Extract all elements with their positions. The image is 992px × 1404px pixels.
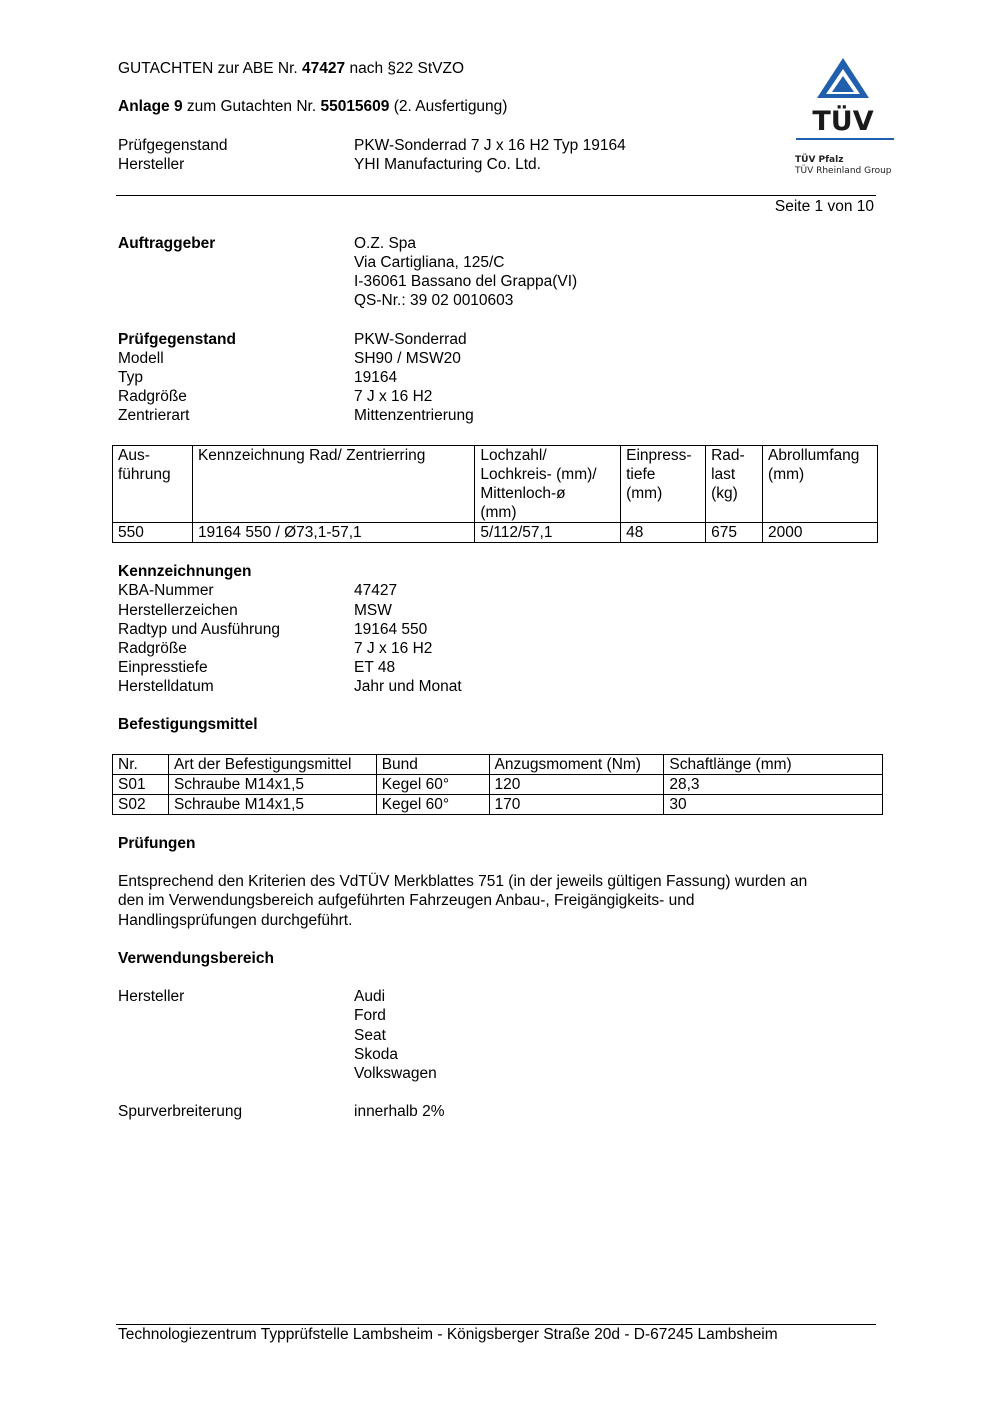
einpresstiefe-label: Einpresstiefe: [118, 659, 208, 676]
wheel-header-ausfuehrung: Aus- führung: [113, 446, 193, 523]
radtyp-label: Radtyp und Ausführung: [118, 621, 281, 638]
zentrierart-label: Zentrierart: [118, 407, 190, 424]
gutachten-number: 55015609: [320, 98, 390, 115]
befestigung-cell-art: Schraube M14x1,5: [168, 775, 376, 795]
wheel-cell-einpresstiefe: 48: [621, 523, 706, 543]
kba-nummer-value: 47427: [354, 582, 398, 599]
auftraggeber-label: Auftraggeber: [118, 235, 216, 252]
pruefungen-text-line-3: Handlingsprüfungen durchgeführt.: [118, 912, 353, 929]
radgroesse-value: 7 J x 16 H2: [354, 388, 433, 405]
auftraggeber-line-4: QS-Nr.: 39 02 0010603: [354, 292, 514, 309]
k-radgroesse-value: 7 J x 16 H2: [354, 640, 433, 657]
wheel-cell-radlast: 675: [706, 523, 763, 543]
befestigung-cell-schaftlaenge: 30: [664, 795, 883, 815]
header-divider: [116, 195, 876, 196]
befestigung-header-row: [113, 755, 883, 775]
table-row: [113, 775, 883, 795]
herstellerzeichen-value: MSW: [354, 602, 392, 619]
befestigung-cell-anzugsmoment: 170: [489, 795, 664, 815]
logo-sub-2: TÜV Rheinland Group: [795, 166, 892, 176]
radtyp-value: 19164 550: [354, 621, 428, 638]
vb-hersteller-skoda: Skoda: [354, 1046, 398, 1063]
table-row: [113, 795, 883, 815]
befestigung-cell-bund: Kegel 60°: [376, 795, 489, 815]
befestigung-header-nr: Nr.: [113, 755, 169, 775]
befestigung-header-schaftlaenge: Schaftlänge (mm): [664, 755, 883, 775]
herstellerzeichen-label: Herstellerzeichen: [118, 602, 238, 619]
befestigung-cell-art: Schraube M14x1,5: [168, 795, 376, 815]
wheel-cell-ausfuehrung: 550: [113, 523, 193, 543]
header-line-1-prefix: GUTACHTEN zur ABE Nr.: [118, 60, 303, 77]
wheel-cell-abrollumfang: 2000: [763, 523, 878, 543]
wheel-header-kennzeichnung: Kennzeichnung Rad/ Zentrierring: [192, 446, 474, 523]
header-line-2-mid: zum Gutachten Nr.: [182, 98, 321, 115]
zentrierart-value: Mittenzentrierung: [354, 407, 474, 424]
befestigung-table: [112, 754, 883, 815]
wheel-header-einpresstiefe: Einpress- tiefe (mm): [621, 446, 706, 523]
header-line-2: [118, 97, 507, 116]
wheel-header-lochzahl: Lochzahl/ Lochkreis- (mm)/ Mittenloch-ø (mm): [475, 446, 621, 523]
befestigung-cell-nr: S01: [113, 775, 169, 795]
spurverbreiterung-value: innerhalb 2%: [354, 1103, 445, 1120]
footer-text: Technologiezentrum Typprüfstelle Lambsheim - Königsberger Straße 20d - D-67245 Lambsheim: [118, 1326, 778, 1343]
anlage-number: Anlage 9: [118, 98, 183, 115]
vb-hersteller-volkswagen: Volkswagen: [354, 1065, 437, 1082]
logo-sub-1: TÜV Pfalz: [795, 155, 844, 165]
einpresstiefe-value: ET 48: [354, 659, 396, 676]
auftraggeber-line-2: Via Cartigliana, 125/C: [354, 254, 505, 271]
radgroesse-label: Radgröße: [118, 388, 187, 405]
typ-value: 19164: [354, 369, 398, 386]
header-line-2-suffix: (2. Ausfertigung): [389, 98, 508, 115]
k-radgroesse-label: Radgröße: [118, 640, 187, 657]
header-pruefgegenstand-label: Prüfgegenstand: [118, 137, 228, 154]
wheel-table: [112, 445, 878, 543]
befestigung-cell-bund: Kegel 60°: [376, 775, 489, 795]
kba-nummer-label: KBA-Nummer: [118, 582, 214, 599]
wheel-cell-kennzeichnung: 19164 550 / Ø73,1-57,1: [192, 523, 474, 543]
wheel-cell-lochzahl: 5/112/57,1: [475, 523, 621, 543]
befestigung-header-anzugsmoment: Anzugsmoment (Nm): [489, 755, 664, 775]
header-hersteller-value: YHI Manufacturing Co. Ltd.: [354, 156, 541, 173]
auftraggeber-line-3: I-36061 Bassano del Grappa(VI): [354, 273, 578, 290]
page-number: Seite 1 von 10: [774, 198, 874, 215]
verwendungsbereich-heading: Verwendungsbereich: [118, 950, 274, 967]
vb-hersteller-ford: Ford: [354, 1007, 386, 1024]
pruefungen-text-line-1: Entsprechend den Kriterien des VdTÜV Merkblattes 751 (in der jeweils gültigen Fassung) wurden an: [118, 873, 808, 890]
herstelldatum-value: Jahr und Monat: [354, 678, 462, 695]
befestigung-cell-nr: S02: [113, 795, 169, 815]
pruefgegenstand-heading: Prüfgegenstand: [118, 331, 236, 348]
spurverbreiterung-label: Spurverbreiterung: [118, 1103, 243, 1120]
befestigung-cell-anzugsmoment: 120: [489, 775, 664, 795]
pruefungen-heading: Prüfungen: [118, 835, 196, 852]
vb-hersteller-seat: Seat: [354, 1027, 386, 1044]
tuev-logo: [793, 56, 897, 180]
pruefungen-text-line-2: den im Verwendungsbereich aufgeführten Fahrzeugen Anbau-, Freigängigkeits- und: [118, 892, 695, 909]
wheel-header-abrollumfang: Abrollumfang (mm): [763, 446, 878, 523]
wheel-header-radlast: Rad- last (kg): [706, 446, 763, 523]
befestigungsmittel-heading: Befestigungsmittel: [118, 716, 258, 733]
auftraggeber-line-1: O.Z. Spa: [354, 235, 417, 252]
befestigung-cell-schaftlaenge: 28,3: [664, 775, 883, 795]
vb-hersteller-label: Hersteller: [118, 988, 185, 1005]
befestigung-header-bund: Bund: [376, 755, 489, 775]
kennzeichnungen-heading: Kennzeichnungen: [118, 563, 252, 580]
pruefgegenstand-heading-value: PKW-Sonderrad: [354, 331, 467, 348]
header-pruefgegenstand-value: PKW-Sonderrad 7 J x 16 H2 Typ 19164: [354, 137, 626, 154]
abe-number: 47427: [302, 60, 346, 77]
tuev-triangle-icon: [793, 56, 897, 180]
header-line-1-suffix: nach §22 StVZO: [345, 60, 465, 77]
herstelldatum-label: Herstelldatum: [118, 678, 214, 695]
header-line-1: [118, 59, 464, 78]
vb-hersteller-audi: Audi: [354, 988, 386, 1005]
modell-value: SH90 / MSW20: [354, 350, 461, 367]
wheel-table-header-row: [113, 446, 878, 523]
typ-label: Typ: [118, 369, 143, 386]
befestigung-header-art: Art der Befestigungsmittel: [168, 755, 376, 775]
table-row: [113, 523, 878, 543]
header-hersteller-label: Hersteller: [118, 156, 185, 173]
modell-label: Modell: [118, 350, 164, 367]
logo-text: TÜV: [812, 106, 874, 137]
